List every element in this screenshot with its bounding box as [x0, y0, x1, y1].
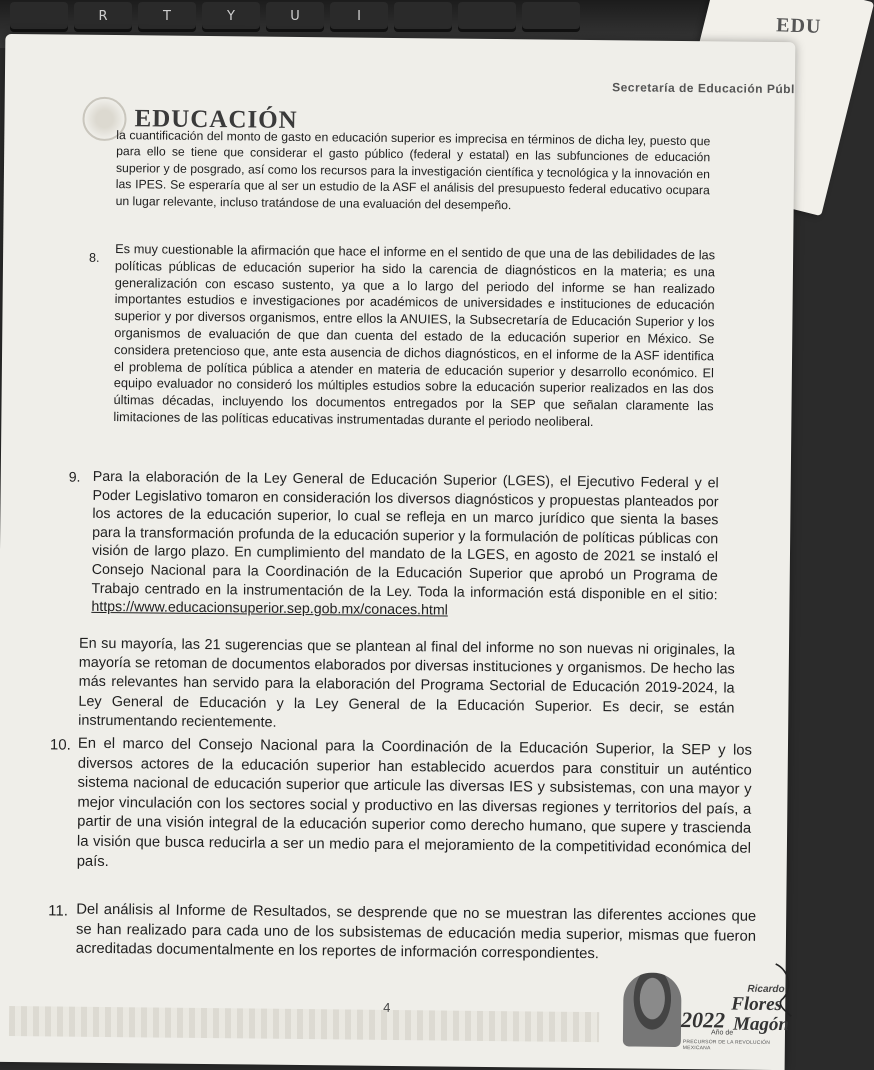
document-page — [0, 34, 795, 1070]
logo-anio-de: Año de — [710, 1029, 734, 1037]
item-9-paragraph — [91, 468, 719, 623]
item-11-number: 11. — [48, 902, 69, 920]
keyboard-key: U — [266, 2, 324, 32]
brand-title: EDUCACIÓN — [134, 105, 298, 134]
keyboard-key: T — [138, 2, 196, 32]
keyboard-key: I — [330, 2, 388, 32]
item-11-paragraph: Del análisis al Informe de Resultados, se desprende que no se muestran las diferentes acciones que se han realizado para cada uno de los subsistemas de educación media superior, mismas que fueron acreditadas documentalmente en los reportes de información correspondientes. — [75, 901, 757, 963]
keyboard-key — [394, 2, 452, 32]
mayoria-paragraph: En su mayoría, las 21 sugerencias que se plantean al final del informe no son nuevas ni originales, la mayoría se retoman de documentos elaborados por diversas instituciones y organismos. De hecho las más relevantes han servido para la elaboración del Programa Sectorial de Educación 2019-2024, la Ley General de Educación y la Ley General de la Educación Superior. Es decir, se están instrumentando recientemente. — [78, 635, 736, 731]
logo-ricardo: Ricardo — [747, 983, 785, 996]
keyboard-key — [10, 2, 68, 32]
item-8-paragraph: Es muy cuestionable la afirmación que hace el informe en el sentido de que una de las debilidades de las políticas públicas de educación superior ha sido la carencia de diagnósticos en la materia; es una generalización con escaso sustento, ya que a lo largo del periodo del informe se han realizado importantes estudios e investigaciones por académicos de universidades e instituciones de educación superior y por diversos organismos, entre ellos la ANUIES, la Subsecretaría de Educación Superior y los organismos de evaluación de que dan cuenta del estado de la educación superior en México. Se considera pretencioso que, ante esta ausencia de dichos diagnósticos, en el informe de la ASF identifica el problema de política pública a atender en materia de educación superior y desarrollo económico. El equipo evaluador no consideró los múltiples estudios sobre la educación superior realizados en las dos últimas décadas, incluyendo los documentos entregados por la SEP que señalan claramente las limitaciones de las políticas educativas instrumentadas durante el periodo neoliberal. — [113, 241, 716, 430]
agency-name: Secretaría de Educación Públ — [612, 80, 795, 97]
item-9-number: 9. — [68, 468, 81, 485]
logo-tagline: PRECURSOR DE LA REVOLUCIÓN MEXICANA — [682, 1039, 771, 1052]
keyboard-key: Y — [202, 2, 260, 32]
item-10-paragraph: En el marco del Consejo Nacional para la Coordinación de la Educación Superior, la SEP y los diversos actores de la educación superior han establecido acuerdos para constituir un auténtico sistema nacional de educación superior que articule las diversas IES y subsistemas, con una mayor y mejor vinculación con los sectores social y productivo en las diversas regiones y territorios del país, a partir de una visión integral de la educación superior como derecho humano, que supere y trascienda la visión que busca reducirla a ser un medio para el mejoramiento de la competitividad económica del país. — [76, 735, 753, 870]
conaces-link[interactable]: https://www.educacionsuperior.sep.gob.mx/conaces.html — [91, 598, 448, 619]
flores-magon-2022-logo — [615, 966, 790, 1052]
logo-flores: Flores — [731, 993, 783, 1016]
item-10-number: 10. — [49, 736, 71, 754]
side-document-logo: EDU — [775, 14, 822, 38]
signature-mark — [771, 960, 796, 1020]
keyboard-key — [458, 2, 516, 32]
page-number: 4 — [383, 999, 391, 1015]
keyboard-key: R — [74, 2, 132, 32]
intro-paragraph: la cuantificación del monto de gasto en educación superior es imprecisa en términos de dicha ley, puesto que para ello se tiene que considerar el gasto público (federal y estatal) en las subfunciones de educación superior y de posgrado, así como los recursos para la investigación científica y tecnológica y la innovación en las IPES. Se esperaría que al ser un estudio de la ASF el análisis del presupuesto federal educativo ocupara un lugar relevante, incluso tratándose de una evaluación del desempeño. — [115, 128, 711, 212]
logo-year: 2022 — [680, 1007, 726, 1033]
keyboard-key — [522, 2, 580, 32]
item-9-text: Para la elaboración de la Ley General de Educación Superior (LGES), el Ejecutivo Federal y el Poder Legislativo tomaron en consideración los diversos diagnósticos y propuestas planteados por los actores de la educación superior, lo cual se refleja en un marco jurídico que sienta la bases para la transformación profunda de la educación superior y la formulación de políticas públicas con visión de largo plazo. En cumplimiento del mandato de la LGES, en agosto de 2021 se instaló el Consejo Nacional para la Coordinación de la Educación Superior que aprobó un Programa de Trabajo centrado en la instrumentación de la Ley. Toda la información está disponible en el sitio: — [91, 468, 719, 603]
item-8-number: 8. — [88, 250, 100, 265]
footer-ornament — [9, 1006, 599, 1042]
portrait-image — [623, 972, 682, 1047]
logo-magon: Magón — [732, 1013, 790, 1036]
